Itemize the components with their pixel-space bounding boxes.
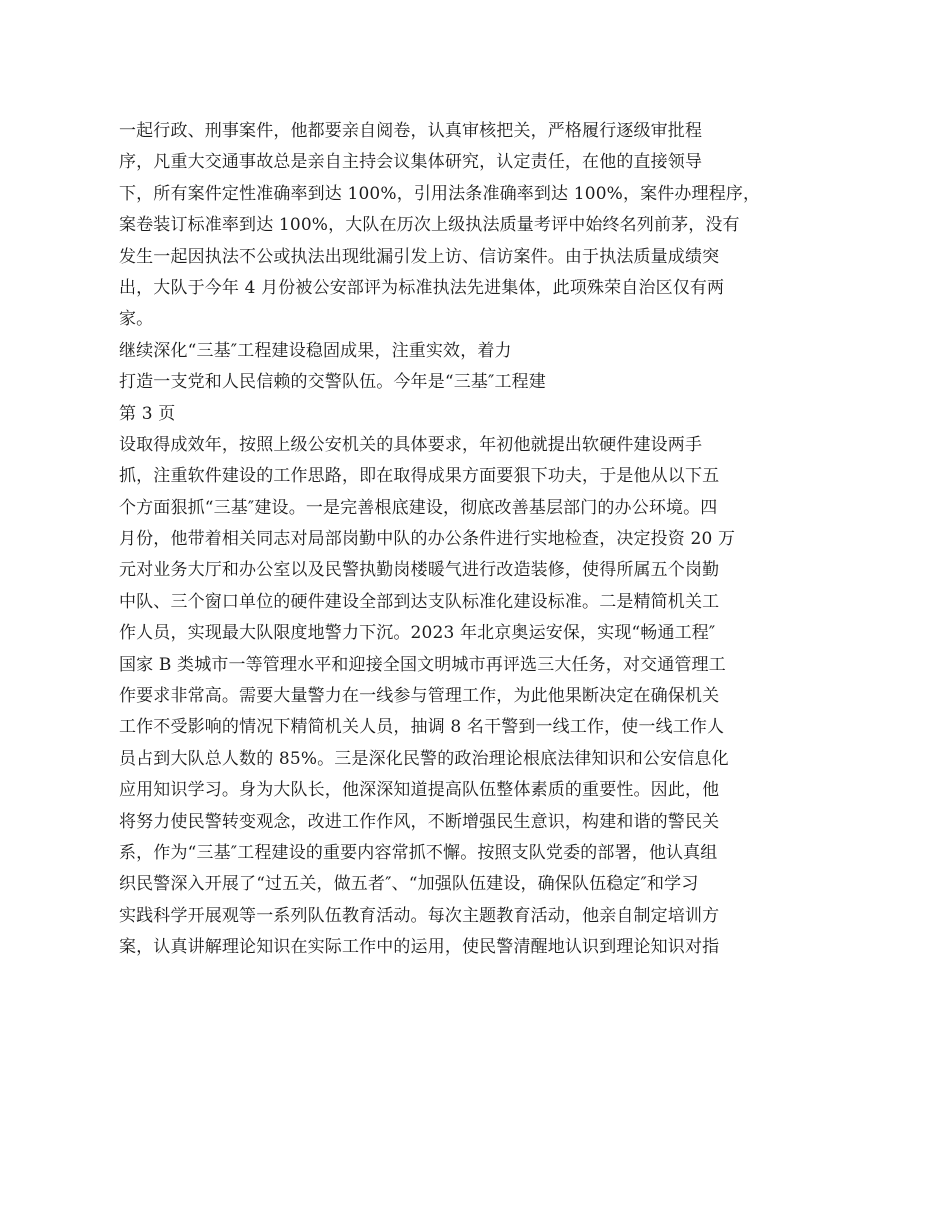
text-line: 案卷装订标准率到达 100%，大队在历次上级执法质量考评中始终名列前茅，没有 <box>119 215 740 236</box>
text-line: 作人员，实现最大队限度地警力下沉。2023 年北京奥运安保，实现“畅通工程″ <box>119 623 716 644</box>
text-line: 抓，注重软件建设的工作思路，即在取得成果方面要狠下功夫，于是他从以下五 <box>119 466 720 487</box>
text-line: 作要求非常高。需要大量警力在一线参与管理工作，为此他果断决定在确保机关 <box>119 686 720 707</box>
text-line: 设取得成效年，按照上级公安机关的具体要求，年初他就提出软硬件建设两手 <box>119 434 703 455</box>
text-line: 发生一起因执法不公或执法出现纰漏引发上访、信访案件。由于执法质量成绩突 <box>119 246 720 267</box>
text-line: 员占到大队总人数的 85%。三是深化民警的政治理论根底法律知识和公安信息化 <box>119 748 729 769</box>
page-number: 第 3 页 <box>119 403 176 424</box>
text-line: 月份，他带着相关同志对局部岗勤中队的办公条件进行实地检查，决定投资 20 万 <box>119 529 736 550</box>
text-line: 实践科学开展观等一系列队伍教育活动。每次主题教育活动，他亲自制定培训方 <box>119 905 720 926</box>
text-line: 工作不受影响的情况下精简机关人员，抽调 8 名干警到一线工作，使一线工作人 <box>119 717 725 738</box>
text-line: 系，作为“三基″工程建设的重要内容常抓不懈。按照支队党委的部署，他认真组 <box>119 842 718 863</box>
text-line: 家。 <box>119 309 154 330</box>
text-line: 元对业务大厅和办公室以及民警执勤岗楼暖气进行改造装修，使得所属五个岗勤 <box>119 560 720 581</box>
text-line: 国家 B 类城市一等管理水平和迎接全国文明城市再评选三大任务，对交通管理工 <box>119 654 726 675</box>
text-line: 个方面狠抓“三基″建设。一是完善根底建设，彻底改善基层部门的办公环境。四 <box>119 497 718 518</box>
text-line: 案，认真讲解理论知识在实际工作中的运用，使民警清醒地认识到理论知识对指 <box>119 937 720 958</box>
text-line: 织民警深入开展了“过五关，做五者″、“加强队伍建设，确保队伍稳定″和学习 <box>119 874 699 895</box>
section-heading-line: 继续深化“三基″工程建设稳固成果，注重实效，着力 <box>119 340 512 361</box>
text-line: 下，所有案件定性准确率到达 100%，引用法条准确率到达 100%，案件办理程序， <box>119 183 761 204</box>
document-body <box>119 116 819 964</box>
text-line: 中队、三个窗口单位的硬件建设全部到达支队标准化建设标准。二是精简机关工 <box>119 591 720 612</box>
text-line: 序，凡重大交通事故总是亲自主持会议集体研究，认定责任，在他的直接领导 <box>119 152 703 173</box>
text-line: 一起行政、刑事案件，他都要亲自阅卷，认真审核把关，严格履行逐级审批程 <box>119 121 703 141</box>
section-heading-line: 打造一支党和人民信赖的交警队伍。今年是“三基″工程建 <box>119 372 546 393</box>
text-line: 将努力使民警转变观念，改进工作作风，不断增强民生意识，构建和谐的警民关 <box>119 811 720 832</box>
text-line: 应用知识学习。身为大队长，他深深知道提高队伍整体素质的重要性。因此，他 <box>119 780 720 801</box>
text-line: 出，大队于今年 4 月份被公安部评为标准执法先进集体，此项殊荣自治区仅有两 <box>119 277 725 298</box>
